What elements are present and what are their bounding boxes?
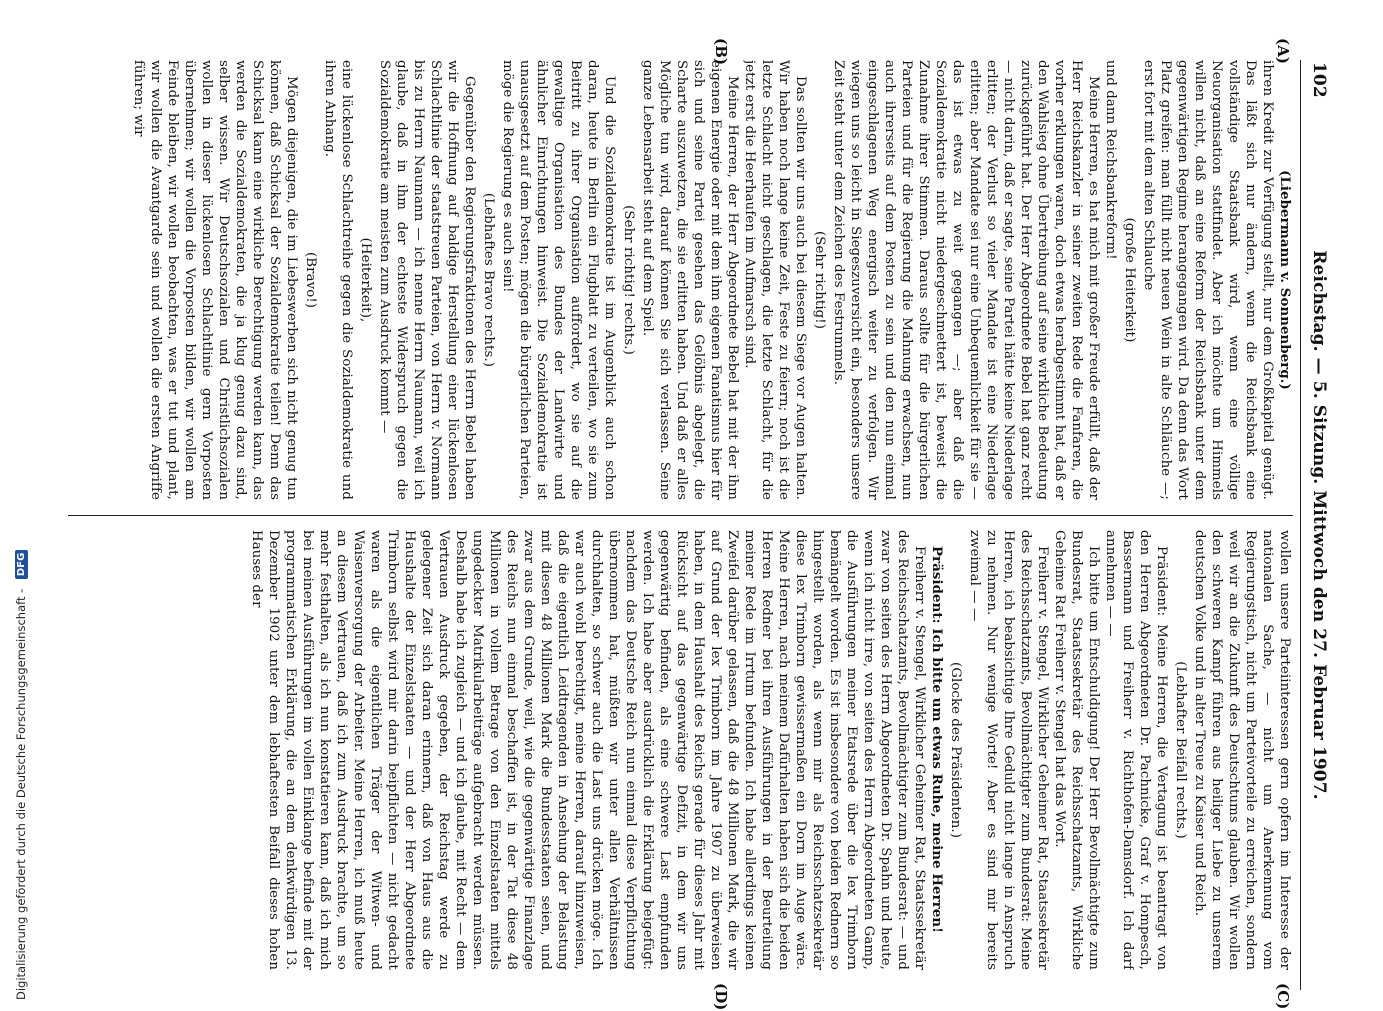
page-number: 102 bbox=[1309, 62, 1329, 98]
paragraph: eine lückenlose Schlachtreihe gegen die Sozialdemokratie und ihren Anhang. bbox=[322, 60, 354, 500]
reaction: (Bravo!) bbox=[303, 251, 318, 309]
president-statement: Präsident: Ich bitte um etwas Ruhe, meine Herren! bbox=[929, 546, 944, 934]
digitization-footer bbox=[14, 40, 36, 1000]
paragraph: Das sollten wir uns auch bei diesem Siege vor Augen halten. Wir haben noch lange keine Zeit, Feste zu feiern; noch ist die letzte Schlacht nicht geschlagen, die letzte Schlacht, für die jetzt erst die Heerhaufen im Aufmarsch sind. bbox=[742, 60, 808, 500]
paragraph: Und die Sozialdemokratie ist im Augenblick auch schon daran, heute in Berlin ein Flugblatt zu verteilen, wo sie zum Beitritt zu ihrer Organisation auffordert, wo sie auf die gewaltige Organisation des Bundes der Landwirte und ähnlicher Einrichtungen hinweist. Die Sozialdemokratie ist unausgesetzt auf dem Posten; mögen die bürgerlichen Parteien, möge die Regierung es auch sein! bbox=[500, 60, 617, 500]
dfg-logo: DFG bbox=[15, 550, 28, 579]
president-statement: Ich bitte um Entschuldigung! Der Herr Bevollmächtigte zum Bundesrat, Staatssekretär des Reichsschatzamts, Wirkliche Geheime Rat Freiherr v. Stengel hat das Wort. bbox=[1052, 530, 1101, 970]
speaker-heading: (Liebermann v. Sonnenberg.) bbox=[1277, 170, 1292, 390]
reaction: (große Heiterkeit) bbox=[1122, 217, 1137, 343]
margin-mark-d: (D) bbox=[712, 983, 730, 1011]
reaction: (Lebhafter Beifall rechts.) bbox=[1173, 661, 1188, 839]
running-title: Reichstag. — 5. Sitzung. Mittwoch den 27. Februar 1907. bbox=[1309, 250, 1329, 800]
page-header bbox=[1300, 60, 1331, 990]
reaction: (Glocke des Präsidenten.) bbox=[948, 661, 963, 839]
paragraph: ihren Kredit zur Verfügung stellt, nur dem Großkapital genügt. Das läßt sich nur ändern, wenn die Reichsbank eine vollständige Staatsbank wird, wenn eine völlige Neuorganisation stattfindet. Aber ich möchte um Himmels willen nicht, daß an eine Reform der Reichsbank unter dem gegenwärtigen Regime herangegangen wird. Da denn das Wort Platz greifen: man füllt nicht neuen Wein in alte Schläuche —; erst fort mit dem alten Schlauche bbox=[1141, 60, 1275, 500]
president-statement: Präsident: Meine Herren, die Vertagung ist beantragt von den Herren Abgeordneten Dr. Pachnicke, Graf v. Hompesch, Bassermann und Freiherr v. Richthofen-Damsdorf. Ich darf annehmen — — bbox=[1103, 530, 1169, 970]
column-divider bbox=[68, 515, 1293, 516]
stengel-intro: Freiherr v. Stengel, Wirklicher Geheimer Rat, Staatssekretär des Reichsschatzamts, Bevollmächtigter zum Bundesrat: Meine Herren, ich beabsichtige Ihre Geduld nicht lange in Anspruch zu nehmen. Nur wenige Worte! Aber es sind mir bereits zweimal — — bbox=[967, 530, 1050, 970]
rotated-document-page bbox=[61, 38, 1331, 1011]
reaction: (Sehr richtig!) bbox=[812, 230, 827, 330]
footer-text: Digitalisierung gefördert durch die Deutsche Forschungsgemeinschaft - bbox=[14, 588, 28, 1000]
paragraph: Mögen diejenigen, die im Liebeswerben sich nicht genug tun können, daß Schicksal der Sozialdemokratie teilen! Denn das Schicksal kann eine wirkliche Berechtigung werden kann, das werden die Sozialdemokraten, die ja klug genug dazu sind, selber wissen. Wir Deutschsozialen und Christlichsozialen wollen in dieser lückenlosen Schlachtlinie gern Vorposten übernehmen; wir wollen die Vorposten bilden, wir wollen am Feinde bleiben, wir wollen beobachten, was er tut und plant, wir wollen die Avantgarde sein und wollen die ersten Angriffe führen; wir bbox=[131, 60, 299, 500]
right-column bbox=[68, 530, 1293, 970]
reaction: (Sehr richtig! rechts.) bbox=[621, 205, 636, 355]
paragraph: Gegenüber den Regierungsfraktionen des Herrn Bebel haben wir die Hoffnung auf baldige Herstellung einer lückenlosen Schlachtlinie der staatstreuen Parteien, von Herrn v. Normann bis zu Herrn Naumann — ich nenne Herrn Naumann, weil ich glaube, daß in ihm der echteste Widerspruch gegen die Sozialdemokratie am meisten zum Ausdruck kommt — bbox=[377, 60, 477, 500]
margin-mark-c: (C) bbox=[1274, 983, 1292, 1010]
left-column bbox=[68, 60, 1293, 500]
paragraph: Meine Herren, der Herr Abgeordnete Bebel hat mit der ihm eigenen Energie oder mit dem ihm eigenen Fanatismus hier für sich und seine Partei gesehen das Gelöbnis abgelegt, die Scharte auszuwetzen, die sie erlitten haben. Und daß er alles Mögliche tun wird, darauf können Sie sich verlassen. Seine ganze Lebensarbeit steht auf dem Spiel. bbox=[640, 60, 740, 500]
margin-mark-a: (A) bbox=[1274, 38, 1292, 65]
reaction: (Lebhaftes Bravo rechts.) bbox=[481, 192, 496, 368]
paragraph: wollen unsere Parteiinteressen gern opfern im Interesse der nationalen Sache, — nicht um Anerkennung vom Regierungstisch, nicht um Parteivorteile zu erreichen, sondern weil wir an die Zukunft des Deutschtums glauben. Wir wollen den schweren Kampf führen aus heiliger Liebe zu unserem deutschen Volke und in alter Treue zu Kaiser und Reich. bbox=[1192, 530, 1292, 970]
stengel-speech: Freiherr v. Stengel, Wirklicher Geheimer Rat, Staatssekretär des Reichsschatzamts, Bevollmächtigter zum Bundesrat: — und zwar von seiten des Herrn Abgeordneten Dr. Spahn und heute, wenn ich nicht irre, von seiten des Herrn Abgeordneten Gamp, die Ausführungen meiner Etatsrede über die lex Trimborn bemängelt worden. Es ist insbesondere von beiden Rednern so hingestellt worden, als wenn mir als Reichsschatzsekretär diese lex Trimborn gewissermaßen ein Dorn im Auge wäre. Meine Herren, nach meinem Dafürhalten haben sich die beiden Herren Redner bei ihren Ausführungen in der Beurteilung meiner Rede im Irrtum befunden. Ich habe allerdings keinen Zweifel darüber gelassen, daß die 48 Millionen Mark, die wir auf Grund der lex Trimborn im Jahre 1907 zu überweisen haben, in dem Haushalt des Reichs gerade für dieses Jahr mit Rücksicht auf das gegenwärtige Defizit, in dem wir uns gegenwärtig befinden, als eine schwere Last empfunden werden. Ich habe aber ausdrücklich die Erklärung beigefügt: nachdem das Deutsche Reich nun einmal diese Verpflichtung übernommen hat, müßten wir unter allen Verhältnissen durchhalten, so schwer auch die Last uns drücken möge. Ich war auch wohl berechtigt, meine Herren, darauf hinzuweisen, daß die eigentlich Leidtragenden in Ansehung der Belastung mit diesen 48 Millionen Mark die Bundesstaaten seien, und zwar aus dem Grunde, weil, wie die gegenwärtige Finanzlage des Reichs nun einmal beschaffen ist, in der Tat diese 48 Millionen in vollem Betrage von den Einzelstaaten mittels ungedeckter Matrikularbeiträge aufgebracht werden müssen. Deshalb habe ich zugleich — und ich glaube, mit Recht — dem Vertrauen Ausdruck gegeben, der Reichstag werde zu gelegener Zeit sich daran erinnern, daß von Haus aus die Haushalte der Einzelstaaten — und der Herr Abgeordnete Trimborn selbst wird mir darin beipflichten — nicht gedacht waren als die eigentlichen Träger der Witwen- und Waisenversorgung der Arbeiter. Meine Herren, ich muß heute an diesem Vertrauen, daß ich zum Ausdruck brachte, um so mehr festhalten, als ich nun konstatieren kann, daß ich mich bei meinen Ausführungen im vollen Einklange befinde mit der programmatischen Erklärung, die an dem denkwürdigen 13. Dezember 1902 unter dem lebhaftesten Beifall dieses hohen Hauses der bbox=[249, 530, 927, 970]
reaction: (Heiterkeit), bbox=[358, 237, 373, 323]
paragraph: und dann Reichsbankreform! bbox=[1103, 60, 1118, 260]
paragraph: Meine Herren, es hat mich mit großer Freude erfüllt, daß der Herr Reichskanzler in seiner zweiten Rede die Fanfaren, die vorher erklungen waren, doch etwas herabgestimmt hat, daß er den Wahlsieg ohne Übertreibung auf seine wirkliche Bedeutung zurückgeführt hat. Der Herr Abgeordnete Bebel hat ganz recht — nicht darin, daß er sagte, seine Partei hätte keine Niederlage erlitten; der Verlust so vieler Mandate ist eine Niederlage erlitten; aber Mandate sei nur eine Unbequemlichkeit für sie — das ist etwas zu weit gegangen —; aber daß die Sozialdemokratie nicht niedergeschmettert ist, beweist die Zunahme ihrer Stimmen. Daraus sollte für die bürgerlichen Parteien und für die Regierung die Mahnung erwachsen, nun auch ihrerseits auf dem Posten zu sein und den nun einmal eingeschlagenen Weg energisch weiter zu verfolgen. Wir wiegen uns so leicht in Siegeszuversicht ein, besonders unsere Zeit steht unter dem Zeichen des Festrummels. bbox=[831, 60, 1101, 500]
margin-mark-b: (B) bbox=[712, 38, 730, 66]
